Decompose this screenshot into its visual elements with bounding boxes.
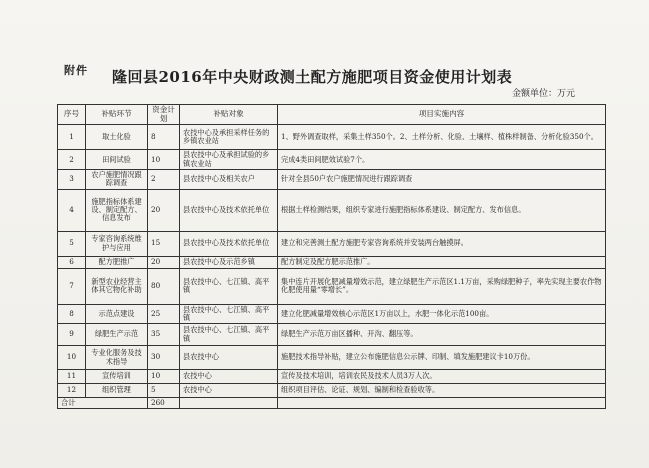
cell-item: 组织管理 [86,384,148,398]
cell-content: 组织项目评估、论证、规划、编制和检查验收等。 [278,384,606,398]
header-fund: 资金计划 [148,105,180,125]
cell-fund: 20 [148,256,180,268]
cell-no: 3 [58,170,86,190]
cell-no: 1 [58,125,86,150]
cell-item: 绿肥生产示范 [86,324,148,346]
cell-item: 宣传培训 [86,370,148,384]
cell-fund: 5 [148,384,180,398]
cell-content: 建立和完善测土配方施肥专家咨询系统并安装两台触摸屏。 [278,231,606,256]
cell-fund: 10 [148,150,180,170]
table-row [58,150,606,170]
cell-fund: 2 [148,170,180,190]
cell-content: 针对全县50户农户施肥情况进行跟踪调查 [278,170,606,190]
cell-content: 根据土样检测结果，组织专家进行施肥指标体系建设、制定配方、发布信息。 [278,189,606,231]
table-row [58,170,606,190]
cell-target: 农技中心及承担采样任务的乡镇农业站 [180,125,278,150]
cell-content: 宣传及技术培训，培训农民及技术人员3万人次。 [278,370,606,384]
cell-content: 集中连片开展化肥减量增效示范，建立绿肥生产示范区1.1万亩，采购绿肥种子，率先实现主要农作物化肥使用量“零增长”。 [278,268,606,304]
cell-no: 11 [58,370,86,384]
cell-item: 新型农业经营主体其它物化补助 [86,268,148,304]
cell-fund: 80 [148,268,180,304]
cell-item: 配方肥推广 [86,256,148,268]
cell-target: 县农技中心及技术依托单位 [180,231,278,256]
cell-content: 配方制定及配方肥示范推广。 [278,256,606,268]
cell-item: 专业化服务及技术指导 [86,346,148,370]
unit-note: 金额单位：万元 [512,89,576,99]
table-row [58,370,606,384]
cell-item: 示范点建设 [86,304,148,324]
cell-fund: 35 [148,324,180,346]
cell-fund: 15 [148,231,180,256]
cell-target: 农技中心 [180,370,278,384]
cell-item: 施肥指标体系建设、制定配方、信息发布 [86,189,148,231]
cell-item: 专家咨询系统维护与应用 [86,231,148,256]
header-content: 项目实施内容 [278,105,606,125]
cell-target: 县农技中心及承担试验的乡镇农业站 [180,150,278,170]
table-row [58,189,606,231]
cell-fund: 25 [148,304,180,324]
cell-target: 县农技中心 [180,346,278,370]
cell-fund: 10 [148,370,180,384]
table-row [58,268,606,304]
cell-no: 2 [58,150,86,170]
table-body [58,125,606,409]
cell-fund: 30 [148,346,180,370]
attachment-label: 附件 [64,64,88,77]
table-row [58,384,606,398]
cell-fund: 8 [148,125,180,150]
table-row [58,231,606,256]
table-row [58,125,606,150]
cell-no: 4 [58,189,86,231]
table-row [58,324,606,346]
cell-no: 5 [58,231,86,256]
table-row [58,256,606,268]
cell-target: 农技中心 [180,384,278,398]
cell-no: 9 [58,324,86,346]
cell-target: 县农技中心及示范乡镇 [180,256,278,268]
header-item: 补贴环节 [86,105,148,125]
cell-content: 1、野外调查取样，采集土样350个。2、土样分析、化验、土壤样、植株样制备、分析化验350个。 [278,125,606,150]
cell-fund: 20 [148,189,180,231]
header-target: 补贴对象 [180,105,278,125]
total-empty-cell [278,398,606,409]
cell-no: 8 [58,304,86,324]
cell-item: 取土化验 [86,125,148,150]
cell-item: 农户施肥情况跟踪调查 [86,170,148,190]
table-header-row [58,105,606,125]
cell-target: 县农技中心、七江镇、高平镇 [180,324,278,346]
cell-no: 6 [58,256,86,268]
total-value: 260 [148,398,180,409]
fund-plan-table [57,104,606,409]
cell-target: 县农技中心及相关农户 [180,170,278,190]
cell-content: 施肥技术指导补贴，建立公布施肥信息公示牌、印制、填发施肥建议卡10万份。 [278,346,606,370]
cell-target: 县农技中心、七江镇、高平镇 [180,268,278,304]
cell-target: 县农技中心、七江镇、高平镇 [180,304,278,324]
cell-item: 田间试验 [86,150,148,170]
cell-target: 县农技中心及技术依托单位 [180,189,278,231]
cell-content: 绿肥生产示范万亩区播种、开沟、翻压等。 [278,324,606,346]
header-no: 序号 [58,105,86,125]
cell-no: 10 [58,346,86,370]
cell-content: 完成4类田间肥效试验7个。 [278,150,606,170]
cell-no: 12 [58,384,86,398]
table-row [58,304,606,324]
cell-no: 7 [58,268,86,304]
page-title: 隆回县2016年中央财政测土配方施肥项目资金使用计划表 [112,68,513,86]
table-total-row [58,398,606,409]
total-empty-cell [180,398,278,409]
total-label: 合计 [58,398,148,409]
table-row [58,346,606,370]
cell-content: 建立化肥减量增效核心示范区1万亩以上，水肥一体化示范100亩。 [278,304,606,324]
